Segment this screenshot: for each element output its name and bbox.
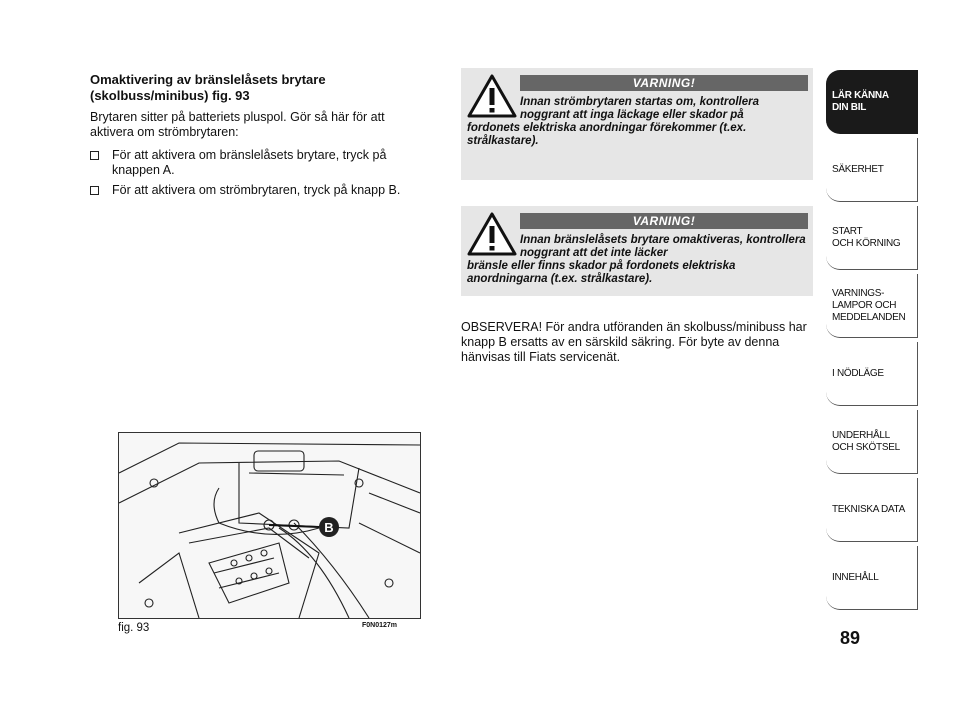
figure-label: fig. 93 <box>118 622 150 634</box>
list-item-text: För att aktivera om strömbrytaren, tryck på knapp B. <box>112 183 401 197</box>
checkbox-bullet-icon <box>90 186 99 195</box>
instruction-list <box>90 148 420 203</box>
tab-lar-kanna-din-bil[interactable] <box>826 70 918 134</box>
warning-box <box>461 206 813 296</box>
checkbox-bullet-icon <box>90 151 99 160</box>
observe-note: OBSERVERA! För andra utföranden än skolbuss/minibuss har knapp B ersatts av en särskild säkring. För byte av denna hänvisas till Fiats servicenät. <box>461 320 807 364</box>
tab-label: INNEHÅLL <box>832 571 879 583</box>
page-number: 89 <box>840 628 861 648</box>
tab-start-och-korning[interactable] <box>826 206 918 270</box>
tab-tekniska-data[interactable] <box>826 478 918 542</box>
tab-label: VARNINGS- LAMPOR OCH MEDDELANDEN <box>832 287 906 323</box>
figure-code: F0N0127m <box>362 622 398 629</box>
list-item-text: För att aktivera om bränslelåsets brytare, tryck på knappen A. <box>112 148 387 177</box>
tab-label: TEKNISKA DATA <box>832 503 905 515</box>
tab-label: I NÖDLÄGE <box>832 367 884 379</box>
section-heading: Omaktivering av bränslelåsets brytare (skolbuss/minibus) fig. 93 <box>90 72 326 103</box>
battery-illustration <box>119 433 420 618</box>
tab-label: LÄR KÄNNA DIN BIL <box>832 89 889 113</box>
tab-varningslampor[interactable] <box>826 274 918 338</box>
figure-illustration <box>118 432 421 619</box>
warning-title: VARNING! <box>520 75 808 91</box>
warning-text: Innan bränslelåsets brytare omaktiveras, kontrollera noggrant att det inte läcker bränsle eller finns skador på fordonets elektriska anordningarna (t.ex. strålkastare). <box>467 234 806 285</box>
intro-paragraph: Brytaren sitter på batteriets pluspol. Gör så här för att aktivera om strömbrytaren: <box>90 110 385 139</box>
warning-box <box>461 68 813 180</box>
warning-text: Innan strömbrytaren startas om, kontrollera noggrant att inga läckage eller skador på fordonets elektriska anordningar förekommer (t.ex. strålkastare). <box>467 96 760 147</box>
tab-label: SÄKERHET <box>832 163 884 175</box>
tab-sakerhet[interactable] <box>826 138 918 202</box>
list-item <box>90 148 420 178</box>
tab-underhall[interactable] <box>826 410 918 474</box>
tab-label: START OCH KÖRNING <box>832 225 901 249</box>
tab-innehall[interactable] <box>826 546 918 610</box>
list-item <box>90 183 420 198</box>
tab-label: UNDERHÅLL OCH SKÖTSEL <box>832 429 900 453</box>
tab-i-nodlage[interactable] <box>826 342 918 406</box>
warning-title: VARNING! <box>520 213 808 229</box>
chapter-tabs <box>826 70 918 614</box>
callout-b-label: B <box>324 520 334 535</box>
